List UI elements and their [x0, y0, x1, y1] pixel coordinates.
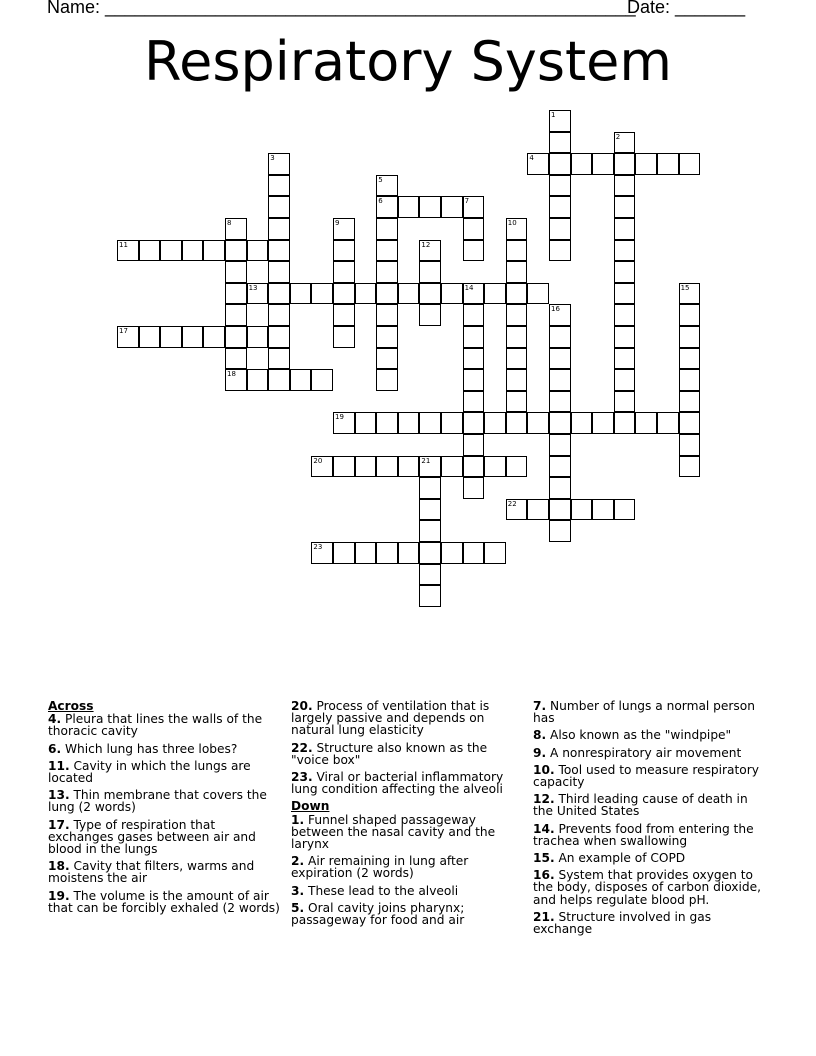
grid-cell	[441, 412, 463, 434]
grid-cell	[463, 369, 485, 391]
grid-cell	[268, 261, 290, 283]
grid-cell	[635, 153, 657, 175]
grid-cell	[182, 240, 204, 262]
clue-item	[48, 819, 280, 856]
grid-cell	[549, 520, 571, 542]
clue-item-text: Third leading cause of death in the United States	[533, 792, 748, 819]
clue-item-number: 19.	[48, 888, 70, 903]
clue-item	[291, 700, 516, 737]
clue-item	[291, 814, 516, 851]
grid-cell	[506, 456, 528, 478]
clue-number: 16	[551, 305, 560, 314]
grid-cell	[549, 175, 571, 197]
grid-cell	[419, 477, 441, 499]
clue-item-number: 9.	[533, 745, 547, 760]
grid-cell	[376, 261, 398, 283]
grid-cell	[160, 326, 182, 348]
grid-cell	[333, 326, 355, 348]
grid-cell	[506, 348, 528, 370]
across-heading: Across	[48, 699, 94, 713]
grid-cell	[549, 348, 571, 370]
clue-item-text: Which lung has three lobes?	[61, 741, 238, 756]
clue-number: 22	[507, 499, 517, 508]
grid-cell	[549, 477, 571, 499]
clue-item	[291, 902, 516, 926]
grid-cell	[376, 456, 398, 478]
grid-cell	[333, 218, 355, 240]
clue-number: 20	[313, 456, 323, 465]
clue-item-number: 11.	[48, 758, 70, 773]
grid-cell	[549, 218, 571, 240]
grid-cell	[484, 412, 506, 434]
grid-cell	[679, 283, 701, 305]
grid-cell	[463, 283, 485, 305]
grid-cell	[419, 412, 441, 434]
grid-cell	[484, 456, 506, 478]
grid-cell	[419, 456, 441, 478]
grid-cell	[441, 283, 463, 305]
clue-item-number: 23.	[291, 770, 313, 785]
grid-cell	[463, 326, 485, 348]
clue-item-text: Oral cavity joins pharynx; passageway for food and air	[291, 900, 465, 928]
grid-cell	[225, 326, 247, 348]
date-field-label: Date: _______	[627, 0, 746, 17]
grid-cell	[225, 240, 247, 262]
grid-cell	[571, 412, 593, 434]
clue-item-text: Funnel shaped passageway between the nasal cavity and the larynx	[291, 812, 496, 852]
grid-cell	[268, 348, 290, 370]
clue-item	[291, 885, 516, 897]
clue-number: 18	[227, 370, 236, 379]
grid-cell	[506, 369, 528, 391]
grid-cell	[311, 456, 333, 478]
grid-cell	[463, 456, 485, 478]
grid-cell	[268, 283, 290, 305]
grid-cell	[614, 499, 636, 521]
grid-cell	[419, 196, 441, 218]
grid-cell	[549, 196, 571, 218]
grid-cell	[376, 218, 398, 240]
grid-cell	[549, 499, 571, 521]
grid-cell	[419, 240, 441, 262]
grid-cell	[463, 391, 485, 413]
grid-cell	[549, 391, 571, 413]
grid-cell	[592, 153, 614, 175]
grid-cell	[203, 240, 225, 262]
clue-item-number: 15.	[533, 851, 555, 866]
grid-cell	[398, 196, 420, 218]
clue-item-number: 22.	[291, 740, 313, 755]
clues-column-1	[48, 700, 280, 919]
grid-cell	[376, 283, 398, 305]
grid-cell	[419, 261, 441, 283]
grid-cell	[463, 434, 485, 456]
grid-cell	[225, 261, 247, 283]
clue-item-number: 21.	[533, 909, 555, 924]
grid-cell	[225, 369, 247, 391]
grid-cell	[679, 153, 701, 175]
clue-item	[533, 852, 765, 864]
clue-number: 6	[378, 197, 383, 206]
grid-cell	[614, 326, 636, 348]
clue-item-text: Pleura that lines the walls of the thoracic cavity	[48, 712, 263, 739]
grid-cell	[506, 391, 528, 413]
clue-item	[533, 823, 765, 847]
clue-item-text: Type of respiration that exchanges gases between air and blood in the lungs	[48, 817, 256, 857]
grid-cell	[247, 369, 269, 391]
grid-cell	[376, 240, 398, 262]
grid-cell	[419, 564, 441, 586]
clue-item	[533, 747, 765, 759]
grid-cell	[333, 283, 355, 305]
clue-item	[48, 860, 280, 884]
grid-cell	[679, 456, 701, 478]
clue-number: 14	[464, 283, 474, 292]
grid-cell	[268, 153, 290, 175]
grid-cell	[679, 434, 701, 456]
grid-cell	[463, 412, 485, 434]
grid-cell	[463, 477, 485, 499]
clue-item	[533, 793, 765, 817]
grid-cell	[506, 304, 528, 326]
grid-cell	[376, 412, 398, 434]
grid-cell	[441, 456, 463, 478]
clue-item-text: An example of COPD	[554, 851, 686, 866]
grid-cell	[311, 542, 333, 564]
down-heading: Down	[291, 799, 330, 814]
grid-cell	[527, 283, 549, 305]
clue-number: 10	[507, 219, 517, 227]
clue-item-text: Air remaining in lung after expiration (2 words)	[291, 854, 469, 881]
clue-item	[48, 713, 280, 737]
grid-cell	[398, 412, 420, 434]
grid-cell	[614, 196, 636, 218]
grid-cell	[463, 218, 485, 240]
grid-cell	[614, 153, 636, 175]
grid-cell	[268, 369, 290, 391]
grid-cell	[571, 499, 593, 521]
grid-cell	[549, 132, 571, 154]
clue-number: 7	[464, 197, 470, 206]
grid-cell	[247, 240, 269, 262]
grid-cell	[398, 542, 420, 564]
grid-cell	[614, 175, 636, 197]
grid-cell	[117, 240, 139, 262]
grid-cell	[549, 110, 571, 132]
grid-cell	[225, 218, 247, 240]
grid-cell	[614, 304, 636, 326]
clue-item	[48, 789, 280, 813]
grid-cell	[484, 283, 506, 305]
grid-cell	[225, 304, 247, 326]
grid-cell	[549, 326, 571, 348]
grid-cell	[333, 542, 355, 564]
clue-item-number: 20.	[291, 699, 313, 713]
grid-cell	[463, 196, 485, 218]
clue-item-text: Number of lungs a normal person has	[533, 699, 755, 726]
clue-item	[533, 911, 765, 935]
grid-cell	[419, 520, 441, 542]
page-title: Respiratory System	[144, 30, 672, 93]
grid-cell	[614, 369, 636, 391]
clue-item-number: 6.	[48, 741, 62, 756]
grid-cell	[268, 240, 290, 262]
grid-cell	[549, 153, 571, 175]
grid-cell	[592, 412, 614, 434]
grid-cell	[225, 283, 247, 305]
clue-item-number: 4.	[48, 712, 62, 727]
clue-item	[291, 855, 516, 879]
clue-item	[533, 700, 765, 724]
name-field-label: Name: _____________________________________________________	[47, 0, 636, 17]
clue-item-text: Cavity in which the lungs are located	[48, 758, 251, 786]
clue-item-text: Thin membrane that covers the lung (2 words)	[48, 788, 267, 815]
grid-cell	[549, 304, 571, 326]
clue-number: 12	[421, 240, 431, 249]
clue-item-number: 17.	[48, 817, 70, 832]
grid-cell	[419, 585, 441, 607]
grid-cell	[657, 153, 679, 175]
grid-cell	[355, 283, 377, 305]
grid-cell	[614, 412, 636, 434]
grid-cell	[441, 542, 463, 564]
grid-cell	[182, 326, 204, 348]
grid-cell	[290, 283, 312, 305]
grid-cell	[419, 304, 441, 326]
grid-cell	[614, 391, 636, 413]
clue-item-number: 2.	[291, 854, 305, 869]
grid-cell	[484, 542, 506, 564]
clue-item-text: A nonrespiratory air movement	[546, 745, 742, 760]
grid-cell	[355, 456, 377, 478]
clue-item-text: Cavity that filters, warms and moistens the air	[48, 859, 255, 886]
grid-cell	[506, 499, 528, 521]
clue-number: 17	[119, 327, 128, 335]
clue-item-number: 1.	[291, 812, 305, 827]
grid-cell	[419, 499, 441, 521]
clue-item-text: Process of ventilation that is largely passive and depends on natural lung elasticity	[291, 699, 490, 738]
clue-item-number: 13.	[48, 788, 70, 803]
clue-number: 19	[335, 413, 344, 422]
grid-cell	[290, 369, 312, 391]
grid-cell	[614, 348, 636, 370]
clue-number: 4	[529, 154, 534, 163]
clue-item-text: System that provides oxygen to the body, disposes of carbon dioxide, and helps regulate blood pH.	[533, 868, 762, 907]
clue-item-number: 7.	[533, 699, 547, 713]
grid-cell	[527, 153, 549, 175]
grid-cell	[635, 412, 657, 434]
grid-cell	[376, 175, 398, 197]
clue-number: 11	[119, 240, 128, 249]
grid-cell	[679, 369, 701, 391]
grid-cell	[268, 304, 290, 326]
grid-cell	[679, 304, 701, 326]
grid-cell	[657, 412, 679, 434]
grid-cell	[376, 196, 398, 218]
clue-number: 1	[551, 111, 556, 119]
grid-cell	[592, 499, 614, 521]
grid-cell	[268, 175, 290, 197]
clue-number: 21	[421, 456, 431, 465]
grid-cell	[268, 196, 290, 218]
clue-item-number: 10.	[533, 762, 555, 777]
grid-cell	[549, 412, 571, 434]
clue-item	[48, 743, 280, 755]
clue-number: 9	[335, 219, 340, 227]
clue-number: 2	[615, 132, 621, 141]
grid-cell	[506, 261, 528, 283]
grid-cell	[527, 499, 549, 521]
grid-cell	[506, 240, 528, 262]
grid-cell	[549, 369, 571, 391]
grid-cell	[463, 542, 485, 564]
grid-cell	[571, 153, 593, 175]
grid-cell	[614, 261, 636, 283]
grid-cell	[247, 326, 269, 348]
grid-cell	[398, 283, 420, 305]
clue-item	[533, 764, 765, 788]
grid-cell	[376, 348, 398, 370]
clue-number: 5	[378, 175, 383, 184]
grid-cell	[614, 240, 636, 262]
grid-cell	[679, 326, 701, 348]
clue-number: 13	[248, 283, 258, 292]
grid-cell	[268, 218, 290, 240]
clue-item-text: The volume is the amount of air that can be forcibly exhaled (2 words)	[48, 888, 280, 915]
grid-cell	[225, 348, 247, 370]
clue-item-text: Viral or bacterial inflammatory lung condition affecting the alveoli	[291, 770, 504, 797]
clue-item-text: Structure involved in gas exchange	[533, 909, 712, 937]
clue-item-text: Prevents food from entering the trachea when swallowing	[533, 821, 754, 848]
grid-cell	[333, 261, 355, 283]
clue-item-number: 14.	[533, 821, 555, 836]
grid-cell	[463, 304, 485, 326]
grid-cell	[506, 412, 528, 434]
clue-number: 3	[270, 154, 275, 163]
grid-cell	[376, 304, 398, 326]
clue-item	[533, 729, 765, 741]
grid-cell	[333, 304, 355, 326]
grid-cell	[679, 412, 701, 434]
grid-cell	[463, 348, 485, 370]
grid-cell	[355, 412, 377, 434]
grid-cell	[549, 456, 571, 478]
grid-cell	[376, 369, 398, 391]
grid-cell	[506, 283, 528, 305]
grid-cell	[139, 326, 161, 348]
grid-cell	[203, 326, 225, 348]
clue-item-text: Tool used to measure respiratory capacity	[533, 762, 759, 790]
clue-item-number: 18.	[48, 859, 70, 874]
grid-cell	[333, 412, 355, 434]
grid-cell	[679, 391, 701, 413]
clue-item	[291, 771, 516, 795]
clues-column-2	[291, 700, 516, 931]
grid-cell	[311, 283, 333, 305]
grid-cell	[376, 542, 398, 564]
clue-item-text: These lead to the alveoli	[304, 883, 459, 898]
grid-cell	[247, 283, 269, 305]
clue-item	[291, 742, 516, 766]
grid-cell	[549, 240, 571, 262]
grid-cell	[160, 240, 182, 262]
grid-cell	[398, 456, 420, 478]
grid-cell	[419, 283, 441, 305]
grid-cell	[268, 326, 290, 348]
clue-item-number: 8.	[533, 728, 547, 743]
grid-cell	[527, 412, 549, 434]
clue-number: 8	[227, 219, 232, 227]
clue-item-number: 12.	[533, 792, 555, 807]
grid-cell	[117, 326, 139, 348]
grid-cell	[139, 240, 161, 262]
grid-cell	[463, 240, 485, 262]
grid-cell	[506, 218, 528, 240]
grid-cell	[376, 326, 398, 348]
grid-cell	[679, 348, 701, 370]
clue-item-number: 16.	[533, 868, 555, 883]
grid-cell	[333, 240, 355, 262]
clue-number: 23	[313, 543, 323, 551]
grid-cell	[614, 283, 636, 305]
grid-cell	[311, 369, 333, 391]
grid-cell	[441, 196, 463, 218]
clues-column-3	[533, 700, 765, 940]
clue-number: 15	[680, 283, 690, 292]
grid-cell	[506, 326, 528, 348]
clue-item-text: Structure also known as the "voice box"	[291, 740, 488, 767]
clue-item	[533, 869, 765, 906]
grid-cell	[614, 218, 636, 240]
grid-cell	[333, 456, 355, 478]
clue-item-text: Also known as the "windpipe"	[546, 728, 732, 743]
clue-item	[48, 890, 280, 914]
grid-cell	[549, 434, 571, 456]
clue-item-number: 3.	[291, 883, 305, 898]
clue-item	[48, 760, 280, 784]
clue-item-number: 5.	[291, 900, 305, 915]
grid-cell	[355, 542, 377, 564]
grid-cell	[614, 132, 636, 154]
grid-cell	[419, 542, 441, 564]
